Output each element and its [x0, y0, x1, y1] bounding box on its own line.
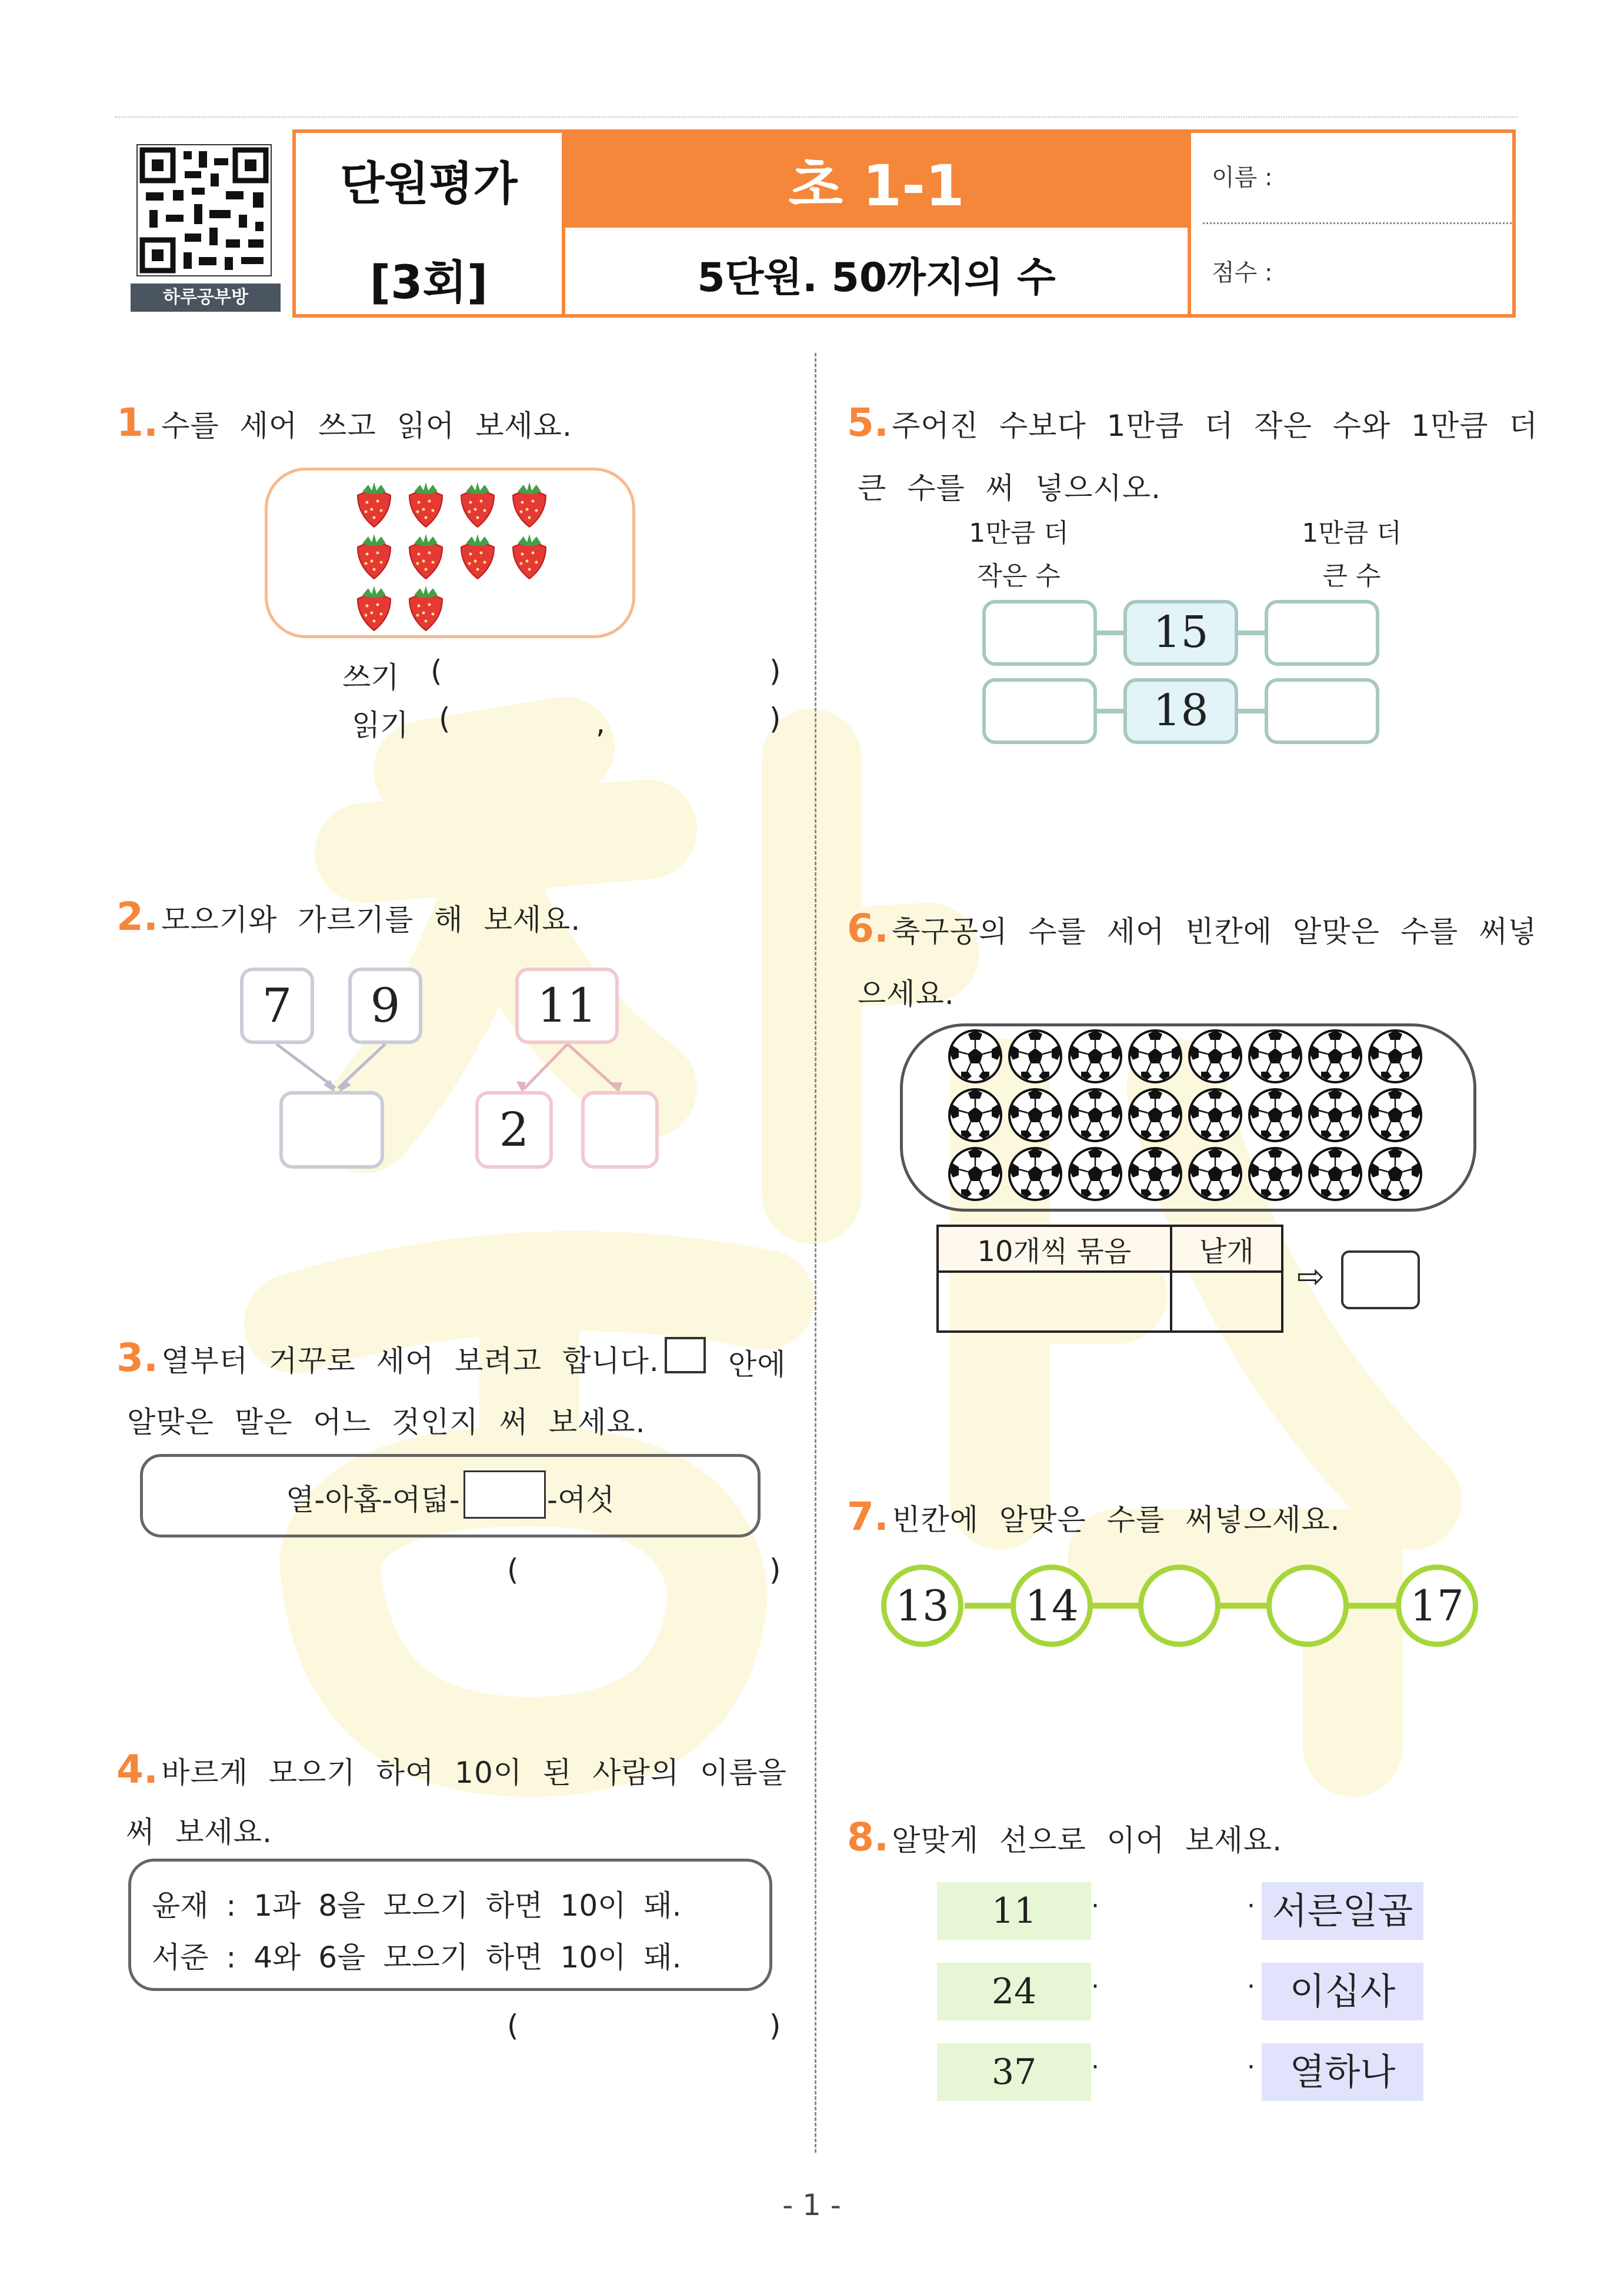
q8-left-item-2: 24	[937, 1963, 1091, 2020]
q3-paren-close: )	[769, 1553, 781, 1587]
q4-number: 4.	[116, 1747, 158, 1792]
q5-number-15: 15	[1123, 600, 1238, 666]
q5-right-head-2: 큰 수	[1322, 561, 1381, 591]
q5-answer-more-2[interactable]	[1265, 678, 1379, 744]
soccer-ball-icon	[1309, 1030, 1361, 1082]
soccer-ball-icon	[1069, 1030, 1121, 1082]
strawberry-icon	[513, 534, 546, 579]
q6-answer-tens[interactable]	[938, 1272, 1171, 1332]
q1-read-answer-2[interactable]	[612, 699, 759, 734]
round-label: [3회]	[369, 256, 488, 309]
q3-text-line1: 열부터 거꾸로 세어 보려고 합니다.	[161, 1344, 659, 1378]
strawberry-icon	[409, 482, 442, 527]
strawberry-icon	[358, 534, 391, 579]
q8-heading	[847, 1815, 1282, 1860]
strawberry-icon	[409, 534, 442, 579]
q5-text-line2: 큰 수를 써 넣으시오.	[858, 471, 1161, 505]
q5-left-head-1: 1만큼 더	[969, 518, 1069, 548]
q8-left-dot-3[interactable]: ·	[1091, 2052, 1099, 2082]
q8-number: 8.	[847, 1815, 889, 1860]
q8-text: 알맞게 선으로 이어 보세요.	[892, 1823, 1282, 1857]
soccer-ball-icon	[1129, 1030, 1181, 1082]
soccer-ball-icon	[949, 1030, 1001, 1082]
q7-circle-17: 17	[1396, 1565, 1478, 1647]
soccer-ball-icon	[1129, 1089, 1181, 1141]
q2-text: 모으기와 가르기를 해 보세요.	[161, 903, 581, 937]
q6-text-line2: 으세요.	[858, 977, 955, 1011]
q8-left-item-3: 37	[937, 2043, 1091, 2101]
q6-answer-total[interactable]	[1341, 1250, 1420, 1309]
header-row-divider	[565, 224, 1188, 228]
q1-text: 수를 세어 쓰고 읽어 보세요.	[161, 409, 572, 443]
q6-col-tens: 10개씩 묶음	[938, 1226, 1171, 1272]
q7-circle-14: 14	[1011, 1565, 1093, 1647]
name-label: 이름 :	[1212, 164, 1273, 191]
soccer-ball-icon	[1309, 1148, 1361, 1200]
unit-subtitle: 5단원. 50까지의 수	[697, 255, 1056, 301]
unit-eval-title: 단원평가	[340, 158, 518, 211]
header-top-rule	[115, 116, 1518, 119]
q7-heading	[847, 1494, 1340, 1539]
page-number: - 1 -	[782, 2188, 841, 2222]
q7-circle-13: 13	[881, 1565, 963, 1647]
strawberries-image	[347, 476, 559, 635]
q5-answer-less-1[interactable]	[982, 600, 1097, 666]
soccer-ball-icon	[1009, 1148, 1061, 1200]
q3-sequence-end: -여섯	[547, 1483, 615, 1517]
q5-number-18: 18	[1123, 678, 1238, 744]
q3-sequence-blank[interactable]	[463, 1470, 546, 1519]
q3-heading	[116, 1335, 659, 1380]
soccer-ball-icon	[1189, 1030, 1241, 1082]
q8-right-dot-2[interactable]: ·	[1247, 1972, 1255, 2002]
q2-answer-box-split[interactable]	[581, 1091, 659, 1169]
q3-paren-open: (	[507, 1553, 519, 1587]
q4-text-line1: 바르게 모으기 하여 10이 된 사람의 이름을	[161, 1756, 787, 1790]
q1-write-answer[interactable]	[435, 652, 765, 687]
q1-read-paren-open: (	[439, 702, 451, 736]
soccer-ball-icon	[949, 1148, 1001, 1200]
grade-title: 초 1-1	[788, 153, 965, 219]
soccer-ball-icon	[1009, 1089, 1061, 1141]
soccer-ball-icon	[1189, 1148, 1241, 1200]
q8-right-item-1: 서른일곱	[1262, 1882, 1423, 1940]
soccer-ball-icon	[1369, 1089, 1421, 1141]
q8-right-dot-1[interactable]: ·	[1247, 1891, 1255, 1921]
soccer-ball-icon	[1249, 1148, 1301, 1200]
q4-text-line2: 써 보세요.	[126, 1815, 272, 1849]
q2-answer-box-sum[interactable]	[279, 1091, 384, 1169]
soccer-ball-icon	[1129, 1148, 1181, 1200]
q3-answer[interactable]	[518, 1550, 759, 1586]
name-score-separator	[1203, 222, 1512, 224]
strawberry-icon	[461, 482, 494, 527]
q7-circle-blank-2[interactable]	[1266, 1565, 1349, 1647]
q5-heading	[847, 400, 1538, 445]
soccer-ball-icon	[1369, 1030, 1421, 1082]
q3-blank-square-icon	[665, 1337, 706, 1373]
q6-count-table	[936, 1225, 1283, 1333]
q8-right-item-3: 열하나	[1262, 2043, 1423, 2101]
strawberry-icon	[358, 586, 391, 631]
soccer-ball-icon	[1249, 1030, 1301, 1082]
q1-number: 1.	[116, 400, 158, 445]
soccer-ball-icon	[1189, 1089, 1241, 1141]
header-col-divider-2	[1188, 133, 1191, 314]
q4-heading	[116, 1747, 787, 1792]
q5-left-head-2: 작은 수	[977, 561, 1061, 591]
q8-left-dot-1[interactable]: ·	[1091, 1891, 1099, 1921]
qr-code-image	[138, 145, 271, 275]
qr-code	[136, 144, 272, 276]
strawberry-icon	[358, 482, 391, 527]
q3-text-line2: 알맞은 말은 어느 것인지 써 보세요.	[127, 1405, 646, 1439]
q2-number-box-11: 11	[515, 968, 619, 1044]
q1-write-label: 쓰기	[342, 661, 399, 695]
q2-number: 2.	[116, 894, 158, 939]
q5-right-head-1: 1만큼 더	[1302, 518, 1402, 548]
q4-statement-1: 윤재 : 1과 8을 모으기 하면 10이 돼.	[152, 1889, 682, 1923]
q4-paren-open: (	[507, 2009, 519, 2043]
q2-number-box-9: 9	[348, 968, 422, 1044]
q6-heading	[847, 906, 1537, 951]
q5-answer-more-1[interactable]	[1265, 600, 1379, 666]
soccer-ball-icon	[1309, 1089, 1361, 1141]
score-label: 점수 :	[1212, 259, 1273, 286]
soccer-ball-icon	[1009, 1030, 1061, 1082]
strawberry-icon	[409, 586, 442, 631]
soccer-ball-icon	[1069, 1148, 1121, 1200]
soccer-ball-icon	[1369, 1148, 1421, 1200]
soccer-balls-image	[947, 1028, 1429, 1205]
q3-text-line1-end: 안에	[728, 1348, 786, 1382]
q7-number: 7.	[847, 1494, 889, 1539]
q2-number-box-2: 2	[475, 1091, 553, 1169]
q5-text-line1: 주어진 수보다 1만큼 더 작은 수와 1만큼 더	[892, 409, 1538, 443]
q8-left-dot-2[interactable]: ·	[1091, 1972, 1099, 2002]
q6-col-ones: 낱개	[1171, 1226, 1282, 1272]
q8-right-dot-3[interactable]: ·	[1247, 2052, 1255, 2082]
q6-number: 6.	[847, 906, 889, 951]
q6-text-line1: 축구공의 수를 세어 빈칸에 알맞은 수를 써넣	[892, 915, 1537, 949]
q2-heading	[116, 894, 581, 939]
q8-right-item-2: 이십사	[1262, 1963, 1423, 2020]
q1-read-answer-1[interactable]	[447, 699, 588, 734]
watermark-logo	[118, 676, 1529, 1823]
q1-write-paren-close: )	[769, 654, 781, 688]
q4-statement-2: 서준 : 4와 6을 모으기 하면 10이 돼.	[152, 1940, 682, 1975]
q8-left-item-1: 11	[937, 1882, 1091, 1940]
q4-answer[interactable]	[518, 2006, 759, 2041]
q2-number-box-7: 7	[240, 968, 314, 1044]
q1-read-paren-close: )	[769, 702, 781, 736]
q5-answer-less-2[interactable]	[982, 678, 1097, 744]
soccer-ball-icon	[1249, 1089, 1301, 1141]
strawberry-group	[347, 476, 559, 635]
q3-sequence-start: 열-아홉-여덟-	[286, 1483, 460, 1517]
q5-number: 5.	[847, 400, 889, 445]
q1-heading	[116, 400, 572, 445]
q7-text: 빈칸에 알맞은 수를 써넣으세요.	[892, 1503, 1340, 1537]
q1-read-label: 읽기	[352, 708, 409, 742]
arrow-right-icon: ⇨	[1297, 1258, 1325, 1296]
q4-paren-close: )	[769, 2009, 781, 2043]
q1-read-comma: ,	[596, 706, 605, 740]
q1-write-paren-open: (	[431, 654, 442, 688]
q7-circle-blank-1[interactable]	[1138, 1565, 1220, 1647]
q6-answer-ones[interactable]	[1171, 1272, 1282, 1332]
strawberry-icon	[461, 534, 494, 579]
column-divider	[815, 353, 816, 2153]
strawberry-icon	[513, 482, 546, 527]
soccer-ball-icon	[949, 1089, 1001, 1141]
q3-number: 3.	[116, 1335, 158, 1380]
qr-label: 하루공부방	[131, 284, 281, 312]
soccer-ball-icon	[1069, 1089, 1121, 1141]
